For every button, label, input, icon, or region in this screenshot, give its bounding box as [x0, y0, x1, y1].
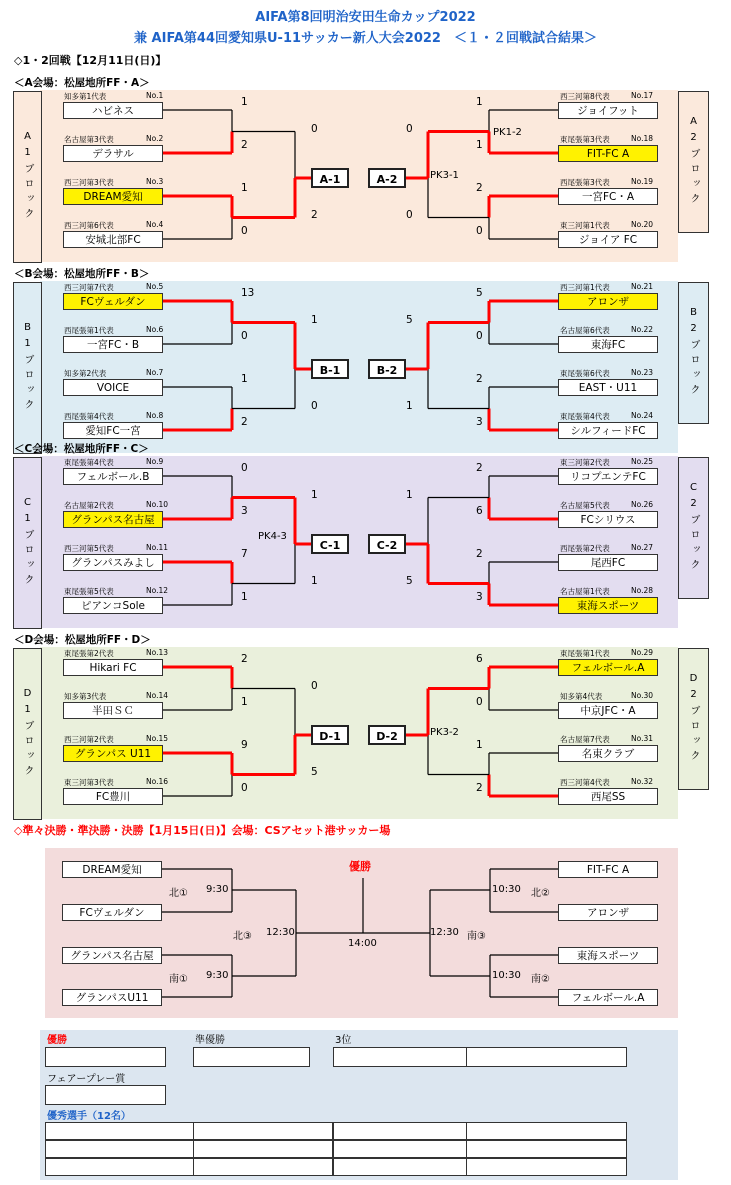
team-number: No.17	[631, 91, 653, 100]
match-slot-label: 南③	[467, 931, 486, 942]
right-block-label: C2ブロック	[678, 457, 709, 599]
team-score: 0	[241, 225, 248, 237]
team-number: No.13	[146, 648, 168, 657]
venue-label: ＜D会場：松屋地所FF・D＞	[14, 634, 151, 646]
team-number: No.10	[146, 500, 168, 509]
team-number: No.12	[146, 586, 168, 595]
team-number: No.24	[631, 411, 653, 420]
pk-label: PK3-2	[430, 727, 459, 738]
team-number: No.14	[146, 691, 168, 700]
team-score: 6	[476, 505, 483, 517]
team-score: 2	[476, 782, 483, 794]
team-number: No.15	[146, 734, 168, 743]
right-block-label: B2ブロック	[678, 282, 709, 424]
team-name: グランパスみよし	[63, 554, 163, 571]
semi-score: 1	[311, 314, 318, 326]
team-name: FCシリウス	[558, 511, 658, 528]
match-slot-label: 南②	[531, 974, 550, 985]
semi-score: 5	[311, 766, 318, 778]
team-score: 9	[241, 739, 248, 751]
match-slot-label: 北②	[531, 888, 550, 899]
semi-score: 1	[406, 400, 413, 412]
semi-score: 0	[311, 400, 318, 412]
winner-label: 優勝	[47, 1035, 67, 1046]
match-time: 12:30	[266, 927, 295, 938]
team-name: 一宮FC・B	[63, 336, 163, 353]
team-score: 1	[241, 591, 248, 603]
team-representative: 西尾張第2代表	[560, 544, 610, 553]
team-score: 1	[476, 139, 483, 151]
team-representative: 東尾張第2代表	[64, 649, 114, 658]
venue-label: ＜A会場：松屋地所FF・A＞	[14, 77, 150, 89]
semi-score: 1	[406, 489, 413, 501]
match-slot-label: 北①	[169, 888, 188, 899]
team-representative: 西尾張第3代表	[560, 178, 610, 187]
team-score: 6	[476, 653, 483, 665]
team-name: 東海スポーツ	[558, 597, 658, 614]
team-score: 2	[476, 373, 483, 385]
match-box: B-2	[368, 359, 406, 379]
team-number: No.1	[146, 91, 164, 100]
team-representative: 名古屋第7代表	[560, 735, 610, 744]
fairplay-label: フェアープレー賞	[47, 1074, 126, 1085]
team-name: ピアンコSole	[63, 597, 163, 614]
team-representative: 知多第4代表	[560, 692, 603, 701]
team-name: 一宮FC・A	[558, 188, 658, 205]
team-representative: 東三河第3代表	[64, 778, 114, 787]
venue-label: ＜C会場：松屋地所FF・C＞	[14, 443, 149, 455]
match-time: 12:30	[430, 927, 459, 938]
match-box: C-2	[368, 534, 406, 554]
final-label: 優勝	[349, 860, 371, 873]
team-representative: 西三河第4代表	[560, 778, 610, 787]
team-number: No.3	[146, 177, 164, 186]
team-number: No.5	[146, 282, 164, 291]
finals-team: グランパス名古屋	[62, 947, 162, 964]
team-number: No.20	[631, 220, 653, 229]
team-score: 2	[241, 139, 248, 151]
team-representative: 知多第3代表	[64, 692, 107, 701]
team-number: No.22	[631, 325, 653, 334]
team-name: 東海FC	[558, 336, 658, 353]
team-name: グランパス名古屋	[63, 511, 163, 528]
left-block-label: C1ブロック	[13, 457, 42, 629]
pk-label: PK1-2	[493, 127, 522, 138]
team-name: 中京JFC・A	[558, 702, 658, 719]
semi-score: 2	[311, 209, 318, 221]
team-name: DREAM愛知	[63, 188, 163, 205]
left-block-label: D1ブロック	[13, 648, 42, 820]
team-number: No.29	[631, 648, 653, 657]
team-representative: 知多第1代表	[64, 92, 107, 101]
team-number: No.23	[631, 368, 653, 377]
team-name: ハビネス	[63, 102, 163, 119]
team-number: No.27	[631, 543, 653, 552]
team-number: No.19	[631, 177, 653, 186]
team-score: 1	[241, 373, 248, 385]
team-representative: 西尾張第4代表	[64, 412, 114, 421]
team-representative: 西三河第3代表	[64, 178, 114, 187]
semi-score: 1	[311, 489, 318, 501]
team-representative: 名古屋第1代表	[560, 587, 610, 596]
team-name: フェルボール.A	[558, 659, 658, 676]
team-representative: 西三河第2代表	[64, 735, 114, 744]
match-slot-label: 北③	[233, 931, 252, 942]
team-number: No.9	[146, 457, 164, 466]
team-number: No.25	[631, 457, 653, 466]
match-box: D-1	[311, 725, 349, 745]
team-representative: 西三河第5代表	[64, 544, 114, 553]
team-representative: 東尾張第4代表	[64, 458, 114, 467]
team-score: 1	[241, 182, 248, 194]
team-score: 0	[241, 462, 248, 474]
team-score: 1	[476, 96, 483, 108]
team-name: フェルボール.B	[63, 468, 163, 485]
semi-score: 0	[311, 123, 318, 135]
team-representative: 東三河第2代表	[560, 458, 610, 467]
team-number: No.31	[631, 734, 653, 743]
team-number: No.11	[146, 543, 168, 552]
team-representative: 名古屋第2代表	[64, 501, 114, 510]
semi-score: 0	[406, 123, 413, 135]
best-players-label: 優秀選手（12名）	[47, 1111, 131, 1122]
team-score: 2	[476, 548, 483, 560]
team-representative: 西尾張第1代表	[64, 326, 114, 335]
team-score: 13	[241, 287, 255, 299]
semi-score: 1	[311, 575, 318, 587]
team-representative: 西三河第7代表	[64, 283, 114, 292]
match-time: 10:30	[492, 970, 521, 981]
finals-team: アロンザ	[558, 904, 658, 921]
team-score: 1	[241, 696, 248, 708]
right-block-label: A2ブロック	[678, 91, 709, 233]
team-score: 3	[476, 591, 483, 603]
right-block-label: D2ブロック	[678, 648, 709, 790]
team-name: FCヴェルダン	[63, 293, 163, 310]
team-score: 3	[241, 505, 248, 517]
team-score: 2	[241, 653, 248, 665]
team-representative: 西三河第1代表	[560, 283, 610, 292]
team-score: 2	[476, 182, 483, 194]
match-box: C-1	[311, 534, 349, 554]
semi-score: 5	[406, 575, 413, 587]
finals-team: フェルボール.A	[558, 989, 658, 1006]
team-number: No.18	[631, 134, 653, 143]
team-name: 尾西FC	[558, 554, 658, 571]
team-name: FIT-FC A	[558, 145, 658, 162]
finals-team: 東海スポーツ	[558, 947, 658, 964]
round12-heading: ◇1・2回戦【12月11日(日)】	[14, 54, 167, 67]
match-box: B-1	[311, 359, 349, 379]
team-name: シルフィードFC	[558, 422, 658, 439]
page-subtitle: 兼 AIFA第44回愛知県U-11サッカー新人大会2022 ＜１・２回戦試合結果＞	[134, 31, 597, 46]
runner-up-label: 準優勝	[195, 1035, 225, 1046]
team-score: 0	[476, 225, 483, 237]
team-name: VOICE	[63, 379, 163, 396]
semi-score: 5	[406, 314, 413, 326]
team-score: 0	[476, 330, 483, 342]
match-box: A-2	[368, 168, 406, 188]
team-name: リコプエンテFC	[558, 468, 658, 485]
team-number: No.8	[146, 411, 164, 420]
team-score: 1	[241, 96, 248, 108]
team-name: アロンザ	[558, 293, 658, 310]
team-number: No.4	[146, 220, 164, 229]
team-number: No.6	[146, 325, 164, 334]
semi-score: 0	[406, 209, 413, 221]
team-score: 2	[241, 416, 248, 428]
finals-team: FIT-FC A	[558, 861, 658, 878]
team-name: 愛知FC一宮	[63, 422, 163, 439]
venue-label: ＜B会場：松屋地所FF・B＞	[14, 268, 150, 280]
team-representative: 東尾張第6代表	[560, 369, 610, 378]
team-name: 半田ＳＣ	[63, 702, 163, 719]
team-name: EAST・U11	[558, 379, 658, 396]
team-name: 西尾SS	[558, 788, 658, 805]
team-name: デラサル	[63, 145, 163, 162]
team-score: 0	[241, 330, 248, 342]
team-representative: 名古屋第3代表	[64, 135, 114, 144]
team-representative: 東尾張第1代表	[560, 649, 610, 658]
third-place-label: 3位	[335, 1035, 352, 1046]
team-representative: 名古屋第6代表	[560, 326, 610, 335]
team-representative: 知多第2代表	[64, 369, 107, 378]
finals-team: FCヴェルダン	[62, 904, 162, 921]
team-score: 5	[476, 287, 483, 299]
team-name: Hikari FC	[63, 659, 163, 676]
team-name: ジョイフット	[558, 102, 658, 119]
team-number: No.16	[146, 777, 168, 786]
team-name: ジョイア FC	[558, 231, 658, 248]
team-representative: 東尾張第4代表	[560, 412, 610, 421]
team-score: 1	[476, 739, 483, 751]
finals-heading: ◇準々決勝・準決勝・決勝【1月15日(日)】会場：CSアセット港サッカー場	[14, 824, 391, 837]
team-score: 0	[476, 696, 483, 708]
team-number: No.28	[631, 586, 653, 595]
team-representative: 東尾張第5代表	[64, 587, 114, 596]
team-representative: 東三河第1代表	[560, 221, 610, 230]
team-representative: 東尾張第3代表	[560, 135, 610, 144]
team-score: 7	[241, 548, 248, 560]
match-box: A-1	[311, 168, 349, 188]
semi-score: 0	[311, 680, 318, 692]
team-number: No.30	[631, 691, 653, 700]
match-slot-label: 南①	[169, 974, 188, 985]
team-number: No.2	[146, 134, 164, 143]
team-name: グランパス U11	[63, 745, 163, 762]
final-time: 14:00	[348, 938, 377, 949]
pk-label: PK4-3	[258, 531, 287, 542]
team-name: FC豊川	[63, 788, 163, 805]
team-representative: 西三河第6代表	[64, 221, 114, 230]
page-title: AIFA第8回明治安田生命カップ2022	[255, 10, 476, 25]
team-name: 安城北部FC	[63, 231, 163, 248]
team-number: No.7	[146, 368, 164, 377]
team-number: No.32	[631, 777, 653, 786]
match-box: D-2	[368, 725, 406, 745]
left-block-label: B1ブロック	[13, 282, 42, 454]
pk-label: PK3-1	[430, 170, 459, 181]
team-representative: 名古屋第5代表	[560, 501, 610, 510]
team-number: No.26	[631, 500, 653, 509]
finals-team: DREAM愛知	[62, 861, 162, 878]
team-score: 3	[476, 416, 483, 428]
match-time: 10:30	[492, 884, 521, 895]
left-block-label: A1ブロック	[13, 91, 42, 263]
finals-team: グランパスU11	[62, 989, 162, 1006]
match-time: 9:30	[206, 970, 229, 981]
team-score: 0	[241, 782, 248, 794]
team-number: No.21	[631, 282, 653, 291]
team-name: 名東クラブ	[558, 745, 658, 762]
team-representative: 西三河第8代表	[560, 92, 610, 101]
team-score: 2	[476, 462, 483, 474]
match-time: 9:30	[206, 884, 229, 895]
